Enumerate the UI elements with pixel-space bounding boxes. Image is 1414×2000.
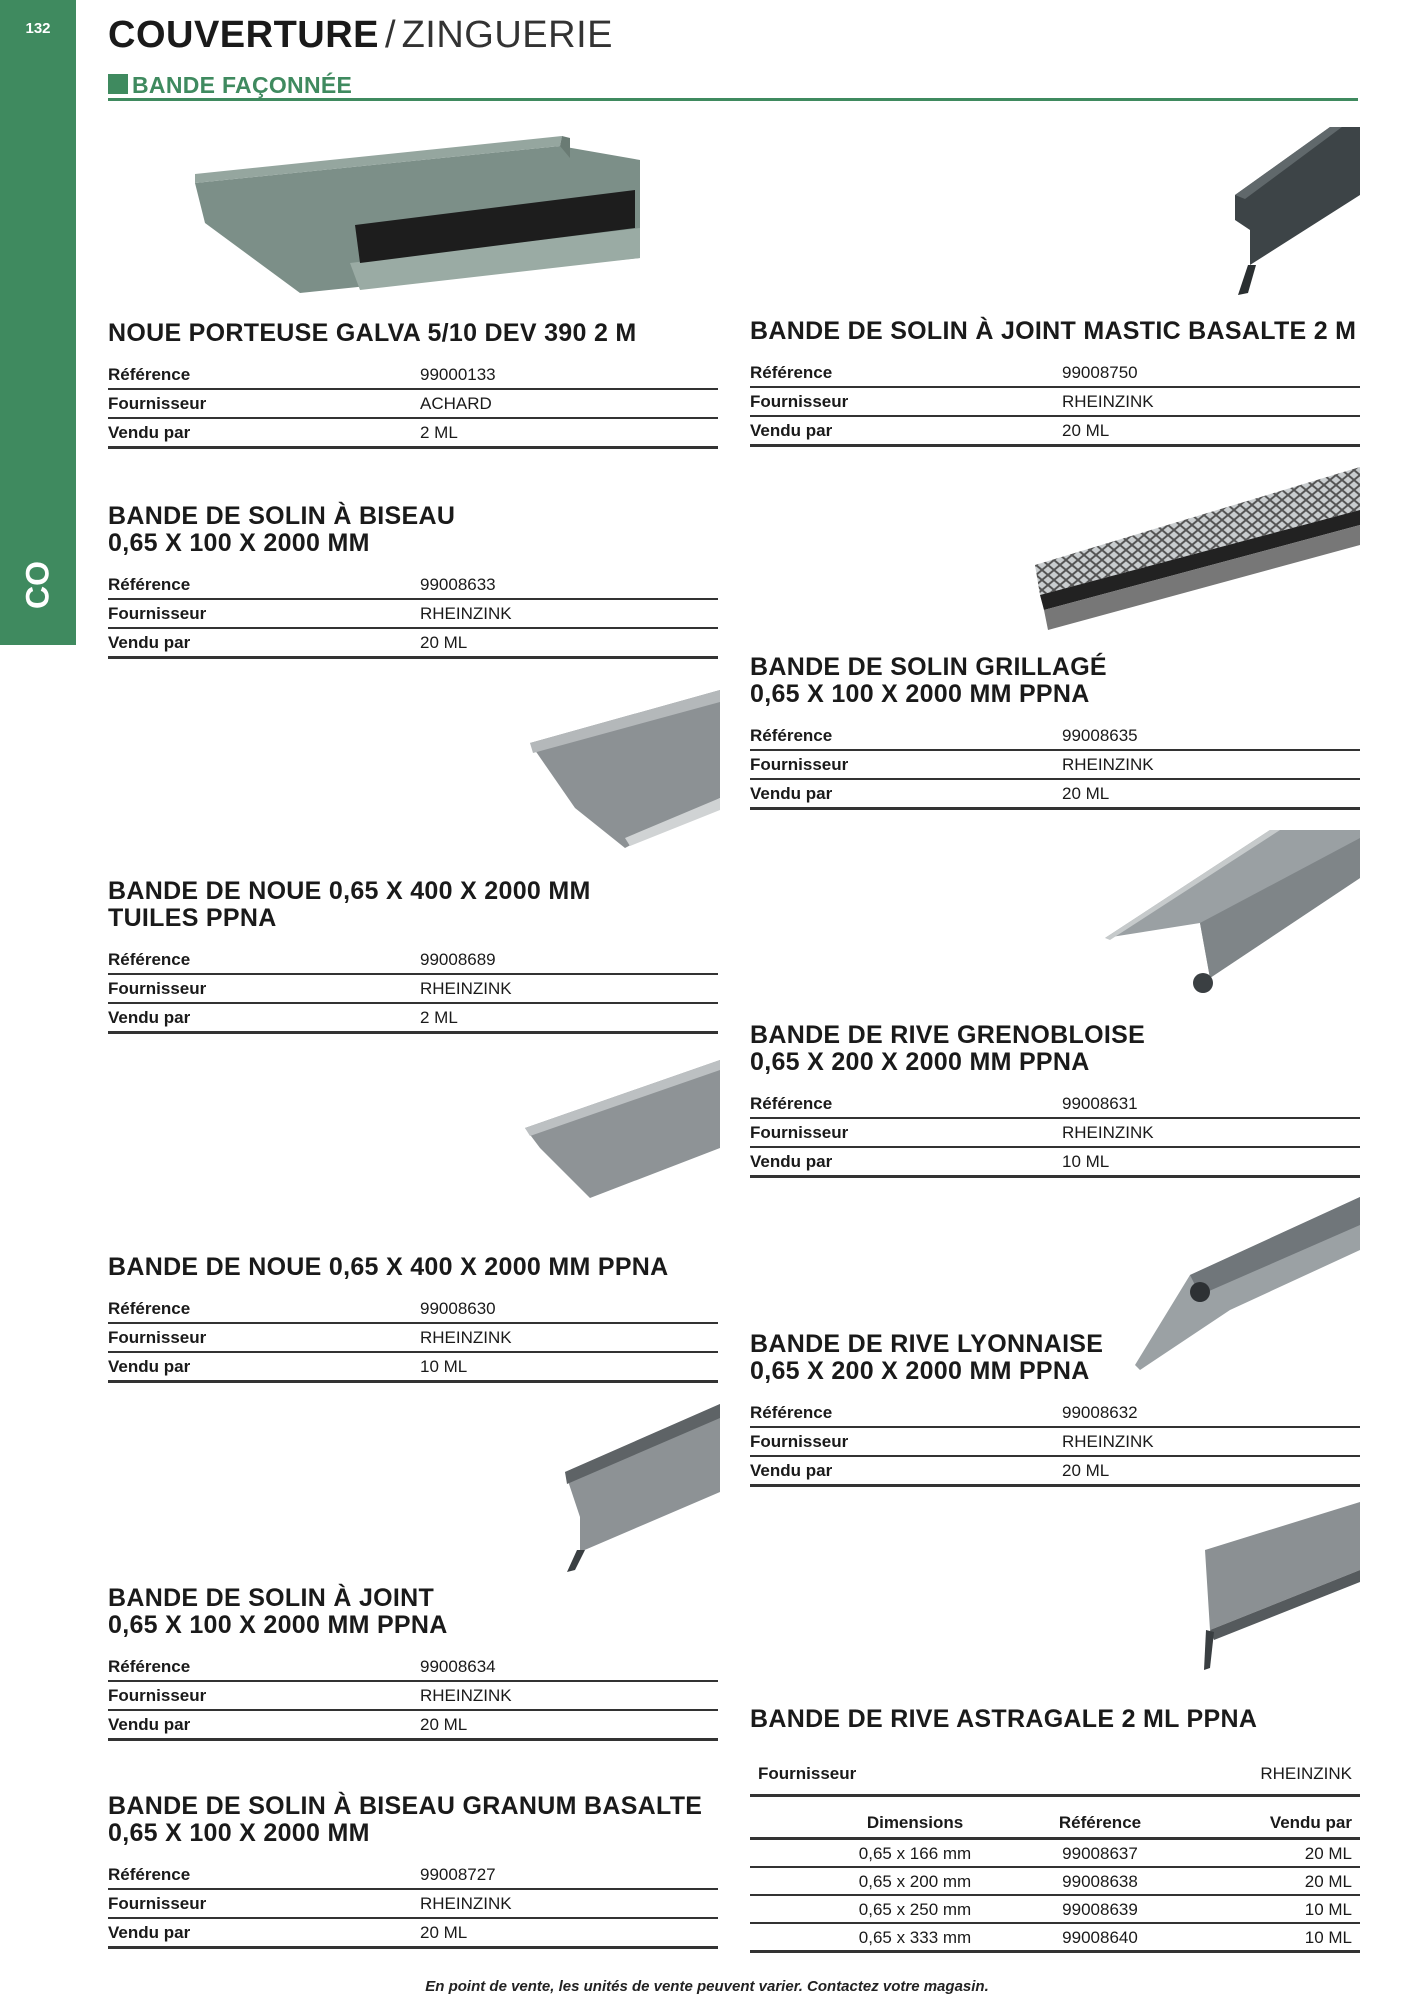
product-title: BANDE DE RIVE LYONNAISE 0,65 X 200 X 2000 MM PPNA	[750, 1330, 1104, 1385]
supplier-row: Fournisseur RHEINZINK	[108, 600, 718, 629]
product-card-rive-lyonnaise	[750, 1331, 1360, 1487]
table-row: 0,65 x 200 mm 99008638 20 ML	[750, 1868, 1360, 1896]
reference-row: Référence 99008633	[108, 571, 718, 600]
section-sidebar	[0, 0, 76, 645]
product-title: BANDE DE SOLIN À JOINT MASTIC BASALTE 2 M	[750, 317, 1357, 345]
product-title: BANDE DE SOLIN GRILLAGÉ 0,65 X 100 X 2000 MM PPNA	[750, 653, 1107, 708]
supplier-row: Fournisseur RHEINZINK	[108, 1682, 718, 1711]
product-card-noue-porteuse	[108, 320, 718, 449]
table-header: Dimensions Référence Vendu par	[750, 1809, 1360, 1840]
reference-row: Référence 99008689	[108, 946, 718, 975]
reference-row: Référence 99008630	[108, 1295, 718, 1324]
product-card-solin-joint	[108, 1585, 718, 1741]
product-image-solin-joint	[555, 1402, 720, 1572]
section-marker-icon	[108, 74, 128, 94]
table-row: 0,65 x 166 mm 99008637 20 ML	[750, 1840, 1360, 1868]
reference-row: Référence 99008727	[108, 1861, 718, 1890]
supplier-row: Fournisseur RHEINZINK	[750, 1119, 1360, 1148]
sold-by-row: Vendu par 20 ML	[108, 1711, 718, 1741]
product-card-solin-biseau	[108, 503, 718, 659]
section-code: CO	[19, 561, 56, 609]
sold-by-row: Vendu par 20 ML	[108, 629, 718, 659]
supplier-row: Fournisseur RHEINZINK	[108, 1890, 718, 1919]
page-header	[108, 14, 613, 57]
product-title: BANDE DE NOUE 0,65 X 400 X 2000 MM PPNA	[108, 1253, 669, 1281]
product-title: BANDE DE SOLIN À BISEAU 0,65 X 100 X 2000 MM	[108, 502, 456, 557]
page-title: COUVERTURE	[108, 14, 380, 56]
sold-by-row: Vendu par 20 ML	[750, 780, 1360, 810]
supplier-row: Fournisseur ACHARD	[108, 390, 718, 419]
section-label: BANDE FAÇONNÉE	[132, 72, 353, 98]
supplier-row: Fournisseur RHEINZINK	[108, 975, 718, 1004]
sold-by-row: Vendu par 10 ML	[108, 1353, 718, 1383]
supplier-row: Fournisseur RHEINZINK	[750, 1428, 1360, 1457]
product-image-solin-biseau	[525, 688, 720, 848]
reference-row: Référence 99008631	[750, 1090, 1360, 1119]
reference-row: Référence 99008750	[750, 359, 1360, 388]
product-card-noue-ppna	[108, 1254, 718, 1383]
product-card-rive-astragale	[750, 1706, 1360, 1747]
reference-row: Référence 99000133	[108, 361, 718, 390]
table-row: 0,65 x 333 mm 99008640 10 ML	[750, 1924, 1360, 1953]
product-title: BANDE DE SOLIN À JOINT 0,65 X 100 X 2000 MM PPNA	[108, 1584, 448, 1639]
product-card-noue-tuiles	[108, 878, 718, 1034]
product-card-solin-grillage	[750, 654, 1360, 810]
page-number: 132	[25, 20, 51, 37]
product-card-solin-granum	[108, 1793, 718, 1949]
product-card-rive-grenobloise	[750, 1022, 1360, 1178]
product-title: BANDE DE RIVE ASTRAGALE 2 ML PPNA	[750, 1705, 1258, 1733]
supplier-row: Fournisseur RHEINZINK	[750, 1754, 1360, 1797]
product-image-rive-grenobloise	[1100, 828, 1360, 998]
reference-row: Référence 99008635	[750, 722, 1360, 751]
sold-by-row: Vendu par 10 ML	[750, 1148, 1360, 1178]
supplier-row: Fournisseur RHEINZINK	[750, 751, 1360, 780]
product-title: BANDE DE SOLIN À BISEAU GRANUM BASALTE 0,65 X 100 X 2000 MM	[108, 1792, 703, 1847]
title-separator: /	[385, 14, 396, 56]
page-subtitle: ZINGUERIE	[401, 14, 613, 56]
footer-note: En point de vente, les unités de vente peuvent varier. Contactez votre magasin.	[425, 1978, 989, 1995]
product-card-solin-mastic	[750, 318, 1360, 447]
table-row: 0,65 x 250 mm 99008639 10 ML	[750, 1896, 1360, 1924]
product-image-solin-mastic	[1230, 125, 1360, 295]
product-title: BANDE DE NOUE 0,65 X 400 X 2000 MM TUILES PPNA	[108, 877, 591, 932]
product-image-noue-tuiles	[520, 1058, 720, 1198]
product-image-rive-astragale	[1200, 1500, 1360, 1670]
supplier-row: Fournisseur RHEINZINK	[750, 388, 1360, 417]
product-title: BANDE DE RIVE GRENOBLOISE 0,65 X 200 X 2000 MM PPNA	[750, 1021, 1146, 1076]
section-heading	[108, 72, 1358, 101]
reference-row: Référence 99008634	[108, 1653, 718, 1682]
sold-by-row: Vendu par 20 ML	[108, 1919, 718, 1949]
sold-by-row: Vendu par 20 ML	[750, 1457, 1360, 1487]
product-image-noue-porteuse	[190, 128, 640, 298]
sold-by-row: Vendu par 20 ML	[750, 417, 1360, 447]
sold-by-row: Vendu par 2 ML	[108, 1004, 718, 1034]
sold-by-row: Vendu par 2 ML	[108, 419, 718, 449]
astragale-table	[750, 1754, 1360, 1953]
supplier-row: Fournisseur RHEINZINK	[108, 1324, 718, 1353]
product-image-solin-grillage	[1030, 465, 1360, 635]
product-title: NOUE PORTEUSE GALVA 5/10 DEV 390 2 M	[108, 319, 637, 347]
reference-row: Référence 99008632	[750, 1399, 1360, 1428]
